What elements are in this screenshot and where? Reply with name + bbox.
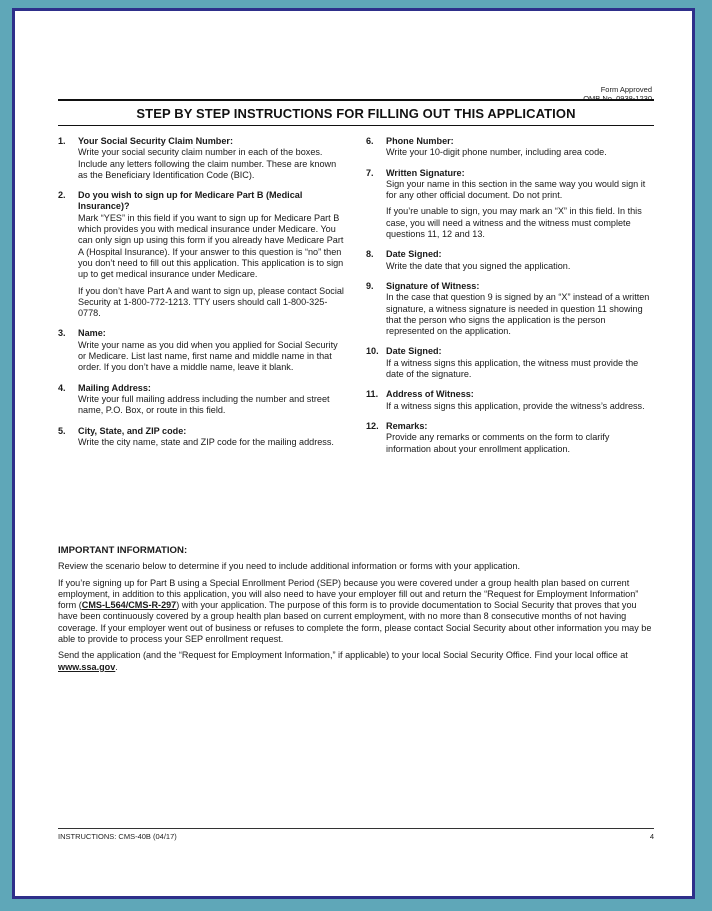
instruction-number: 5. [58,425,66,436]
instruction-number: 8. [366,249,374,260]
important-p2-text-b: ) with your application. The purpose of this form is to provide documentation to Social Security that proves that you have been continuously covered by a group health plan based on current employment, with no more than 8 consecutive months of not having coverage. If your employer went out of business or refuses to complete the form, please contact Social Security about other information you may be able to provide to process your SEP enrollment request. [58,600,652,645]
instruction-number: 2. [58,190,66,201]
instruction-number: 9. [366,280,374,291]
instruction-body [386,389,656,412]
instruction-paragraph: Write your name as you did when you applied for Social Security or Medicare. List last name, first name and middle name in that order. If you don’t have a middle name, leave it blank. [78,339,338,373]
instruction-item [58,426,348,449]
instruction-paragraph: If you don’t have Part A and want to sign up, please contact Social Security at 1-800-772-1213. TTY users should call 1-800-325-0778. [78,285,344,319]
important-heading: IMPORTANT INFORMATION: [58,545,188,556]
instruction-text [386,261,656,272]
instruction-heading: Name: [78,328,106,339]
instruction-heading: City, State, and ZIP code: [78,425,187,436]
page-number: 4 [649,832,654,841]
instruction-text [386,401,656,412]
important-p2-text-a: If you’re signing up for Part B using a Special Enrollment Period (SEP) because you were covered under a group health plan based on current employment, in addition to this application, you will also need to have your employer fill out and return the “Request for Employment Information” form ( [58,577,639,611]
instruction-paragraph: Write your social security claim number in each of the boxes. Include any letters following the claim number. These are known as the Beneficiary Identification Code (BIC). [78,147,337,180]
page-footer [58,828,654,841]
instruction-heading: Your Social Security Claim Number: [78,136,233,146]
instruction-item [366,136,656,159]
instruction-number: 4. [58,382,66,393]
important-paragraph-2 [58,578,658,646]
instruction-paragraph: If you’re unable to sign, you may mark an “X” in this field. In this case, you will need a witness and the witness must complete questions 11, 12 and 13. [386,206,642,240]
instruction-paragraph: Sign your name in this section in the same way you would sign it for any other official document. Do not print. [386,178,646,201]
instruction-heading: Remarks: [386,420,428,431]
instruction-body [78,328,348,373]
instructions-left-column [58,136,348,457]
instruction-paragraph: Write the city name, state and ZIP code for the mailing address. [78,436,334,447]
instruction-text [386,147,656,158]
instructions-right-column [366,136,656,464]
instruction-item [58,136,348,181]
page-title: STEP BY STEP INSTRUCTIONS FOR FILLING OUT THIS APPLICATION [58,99,654,126]
instruction-text [386,292,656,337]
instruction-number: 11. [366,389,379,400]
instruction-item [58,328,348,373]
instruction-text [78,147,348,181]
instruction-body [78,383,348,417]
instruction-text [78,340,348,374]
instruction-text [386,179,656,240]
instruction-body [386,421,656,455]
instruction-number: 10. [366,346,379,357]
instruction-item [58,383,348,417]
instruction-paragraph: In the case that question 9 is signed by an “X” instead of a written signature, a witness signature is needed in question 11 showing that the person who signs the application is the person represented on the application. [386,292,650,337]
instruction-body [78,426,348,449]
instruction-paragraph: Provide any remarks or comments on the form to clarify information about your enrollment application. [386,432,610,454]
instruction-paragraph: Mark “YES” in this field if you want to sign up for Medicare Part B which provides you with medical insurance under Medicare. You can only sign up using this form if you already have Medicare Part A (Hospital Insurance). If your answer to this question is “no” then you don’t need to fill out this application. This application is to sign up to get medical insurance under Medicare. [78,212,344,280]
instruction-heading: Date Signed: [386,249,442,260]
instruction-text [386,432,656,455]
instruction-heading: Phone Number: [386,136,454,146]
instruction-heading: Address of Witness: [386,389,474,400]
instruction-heading: Do you wish to sign up for Medicare Part B (Medical Insurance)? [78,190,303,212]
instruction-paragraph: If a witness signs this application, the witness must provide the date of the signature. [386,357,639,380]
important-paragraph-1: Review the scenario below to determine if you need to include additional information or forms with your application. [58,561,521,572]
instruction-item [366,389,656,412]
instruction-item [58,190,348,319]
instruction-heading: Date Signed: [386,346,442,357]
instruction-paragraph: If a witness signs this application, provide the witness’s address. [386,400,645,411]
important-p3-text-a: Send the application (and the “Request for Employment Information,” if applicable) to your local Social Security Office. Find your local office at [58,650,628,661]
instruction-body [386,346,656,380]
instruction-number: 12. [366,420,379,431]
instruction-heading: Mailing Address: [78,382,151,393]
instruction-item [366,281,656,337]
instruction-paragraph: Write your full mailing address including the number and street name, P.O. Box, or route in this field. [78,393,330,416]
instruction-heading: Signature of Witness: [386,280,480,291]
ssa-website-link[interactable]: www.ssa.gov [58,661,116,672]
instruction-body [386,249,656,272]
instruction-body [78,190,348,319]
instruction-text [386,358,656,381]
instruction-number: 6. [366,136,374,146]
instruction-text [78,213,348,320]
important-information-section [58,545,658,678]
instruction-body [386,168,656,241]
form-approved-label: Form Approved [600,85,652,94]
instruction-item [366,421,656,455]
instruction-text [78,437,348,448]
instruction-item [366,346,656,380]
instruction-heading: Written Signature: [386,167,465,178]
instruction-body [78,136,348,181]
instruction-text [78,394,348,417]
important-p3-text-b: . [115,661,118,672]
omb-number: OMB No. 0938-1230 [583,94,652,103]
instruction-body [386,136,656,159]
instruction-body [386,281,656,337]
footer-form-id: INSTRUCTIONS: CMS-40B (04/17) [58,832,177,841]
instruction-number: 7. [366,167,374,178]
instruction-item [366,249,656,272]
instruction-item [366,168,656,241]
instruction-number: 3. [58,328,66,339]
instruction-number: 1. [58,136,66,146]
instruction-paragraph: Write your 10-digit phone number, including area code. [386,147,607,158]
important-paragraph-3 [58,650,658,673]
instruction-paragraph: Write the date that you signed the application. [386,260,571,271]
cms-form-link[interactable]: CMS-L564/CMS-R-297 [81,600,177,611]
